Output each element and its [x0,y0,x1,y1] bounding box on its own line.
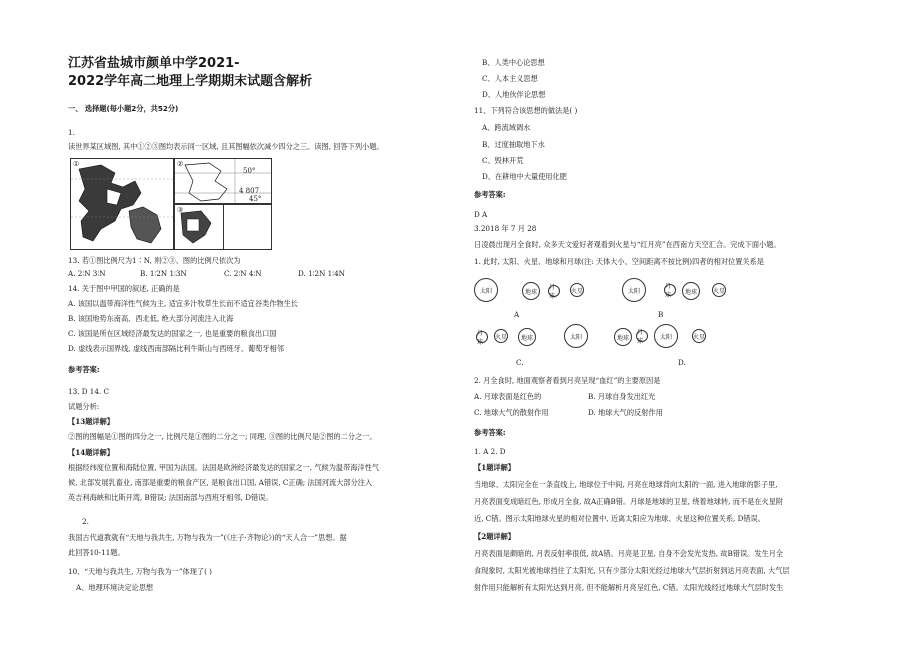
detail-13-text: ②图的图幅是①图的四分之一, 比例尺是①图的二分之一; 同理, ③图的比例尺是②图的二分之一。 [68,432,377,441]
detail-1-line2: 月亮表面变成暗红色, 形成月全食, 故A正确B错。月球是地球的卫星, 绕着地球转, 而不是在火星附 [474,497,784,506]
answer-text-3: 1. A 2. D [474,447,506,456]
q3-2-option-b: B. 月球自身发出红光 [588,392,656,401]
q10-option-d: D、人地伙伴论思想 [482,90,546,99]
detail-14-heading: 【14题详解】 [68,448,114,457]
planet-options-ab [474,276,858,306]
q13-option-d: D. 1∶2N 1∶4N [298,269,345,278]
q10-option-a: A、地理环境决定论思想 [76,583,154,592]
lat-45-label: 45° [249,195,262,203]
page-title-line2: 2022学年高二地理上学期期末试题含解析 [68,74,313,89]
earth-icon: 地球 [682,282,700,300]
moon-icon: 月球 [636,330,648,342]
detail-13-heading: 【13题详解】 [68,417,114,426]
mars-icon: 火星 [712,283,726,297]
q14-option-d: D. 虚线表示国界线, 虚线西南部隔比利牛斯山与西班牙、葡萄牙相邻 [68,344,284,353]
page-title-line1: 江苏省盐城市颜单中学2021- [68,56,240,71]
answer-heading-3: 参考答案: [474,428,506,437]
q14-option-c: C. 该国是所在区域经济最发达的国家之一, 也是重要的粮食出口国 [68,329,277,338]
lat-50-label: 50° [243,167,256,175]
q3-2-option-d: D. 地球大气的反射作用 [588,408,663,417]
moon-icon: 月球 [476,331,488,343]
map-2-label: ② [177,160,184,168]
sun-icon: 太阳 [564,324,588,348]
detail-1-heading: 【1题详解】 [474,463,515,472]
mars-icon: 火星 [494,329,508,343]
map-1-drawing [71,159,174,250]
q11-stem: 11、下列符合该思想的做法是( ) [474,106,578,115]
map-2 [174,158,272,204]
detail-1-line3: 近, C错。图示太阳地球火星的相对位置中, 近离太阳应为地球、火星这种位置关系, D错误。 [474,514,765,523]
q1-intro: 读世界某区域图, 其中①②③图均表示同一区域, 且其图幅依次减少四分之三。读图, 回答下列小题。 [68,142,384,151]
map-1-label: ① [73,160,80,168]
map-blank-panel [224,204,272,250]
answer-heading: 参考答案: [68,365,100,374]
option-c-label: C. [516,358,524,367]
earth-icon: 地球 [614,328,632,346]
detail-2-line1: 月亮表面是颇暗的, 月表反射率很低, 故A错。月亮是卫星, 自身不会发光发热, 故B错误。发生月全 [474,549,784,558]
option-b-label: B [658,310,664,319]
answer-text: 13. D 14. C [68,387,109,396]
q11-option-a: A、跨流域调水 [482,123,531,132]
detail-2-line2: 食现象时, 太阳光被地球挡住了太阳光, 只有少部分太阳光经过地球大气层折射到达月亮表面, 大气层 [474,566,790,575]
detail-14-line2: 候, 北部发展乳畜业, 南部是重要的粮食产区, 是粮食出口国, A错误, C正确; 法国河流大部分注入 [68,478,373,487]
map-3-label: ③ [177,206,184,214]
detail-1-line1: 当地球、太阳完全在一条直线上, 地球位于中间, 月亮在地球背向太阳的一面, 进入地球的影子里, [474,480,778,489]
mars-icon: 火星 [692,329,706,343]
detail-2-line3: 射作用只能解析有太阳光达到月亮, 但不能解析月亮呈红色, C错。太阳光线经过地球大气层时发生 [474,583,784,592]
q2-number: 2. [82,517,89,526]
map-1 [70,158,174,250]
detail-14-line3: 英吉利海峡和比斯开湾, B错误; 法国南部与西班牙相邻, D错误。 [68,493,273,502]
q3-2-option-c: C. 地球大气的散射作用 [474,408,549,417]
planet-options-cd [474,322,858,352]
q3-2-stem: 2. 月全食时, 地面观察者看到月亮呈现“血红”的主要原因是 [474,376,661,385]
q3-2-option-a: A. 月球表面是红色的 [474,392,542,401]
map-3 [174,204,224,250]
q1-number: 1. [68,128,75,137]
q14-option-a: A. 该国以温带海洋性气候为主, 适宜多汁牧草生长而不适宜谷类作物生长 [68,299,298,308]
earth-icon: 地球 [522,282,540,300]
q2-text-line1: 我国古代道教就有“天地与我共生, 万物与我为一”(《庄子·齐物论》)的“天人合一”思想。据 [68,533,347,542]
peak-elevation-label: 4 807 [239,187,260,195]
moon-icon: 月球 [664,284,676,296]
answer-heading-2: 参考答案: [474,190,506,199]
q13-option-a: A. 2∶N 3∶N [68,269,106,278]
q10-stem: 10、“天地与我共生, 万物与我为一”体现了( ) [68,567,212,576]
analysis-heading: 试题分析: [68,402,100,411]
q3-1-stem: 1. 此时, 太阳、火星、地球和月球(注: 天体大小、空间距离不按比例)四者的相对位置关系是 [474,257,764,266]
section-heading: 一、 选择题(每小题2分，共52分) [68,104,179,113]
sun-icon: 太阳 [474,278,498,302]
sun-icon: 太阳 [622,278,646,302]
q13-option-c: C. 2∶N 4∶N [224,269,262,278]
q11-option-c: C、毁林开荒 [482,156,524,165]
earth-icon: 地球 [518,328,536,346]
q13-option-b: B. 1∶2N 1∶3N [140,269,187,278]
moon-icon: 月球 [548,285,560,297]
detail-2-heading: 【2题详解】 [474,532,515,541]
sun-icon: 太阳 [654,324,678,348]
q3-line1: 3.2018 年 7 月 28 [474,224,537,233]
q10-option-c: C、人本主义思想 [482,74,538,83]
detail-14-line1: 根据经纬度位置和海陆位置, 甲国为法国。法国是欧洲经济最发达的国家之一, 气候为温带海洋性气 [68,463,380,472]
mars-icon: 火星 [570,283,584,297]
q11-option-b: B、过度抽取地下水 [482,140,545,149]
option-a-label: A [514,310,520,319]
answer-text-2: D A [474,210,488,219]
q14-stem: 14. 关于图中甲国的叙述, 正确的是 [68,284,180,293]
map-figure [70,158,272,250]
q11-option-d: D、在耕地中大量使用化肥 [482,172,567,181]
option-d-label: D. [678,358,686,367]
q3-line2: 日凌晨出现月全食时, 众多天文爱好者观看到火星与“红月亮”在西南方天空汇合。完成下面小题。 [474,240,781,249]
q14-option-b: B. 该国地势东南高、西北低, 绝大部分河流注入北海 [68,314,234,323]
q2-text-line2: 此回答10-11题。 [68,548,125,557]
q10-option-b: B、人类中心论思想 [482,58,545,67]
q13-stem: 13. 若①图比例尺为1∶N, 则②③、图的比例尺依次为 [68,256,241,265]
